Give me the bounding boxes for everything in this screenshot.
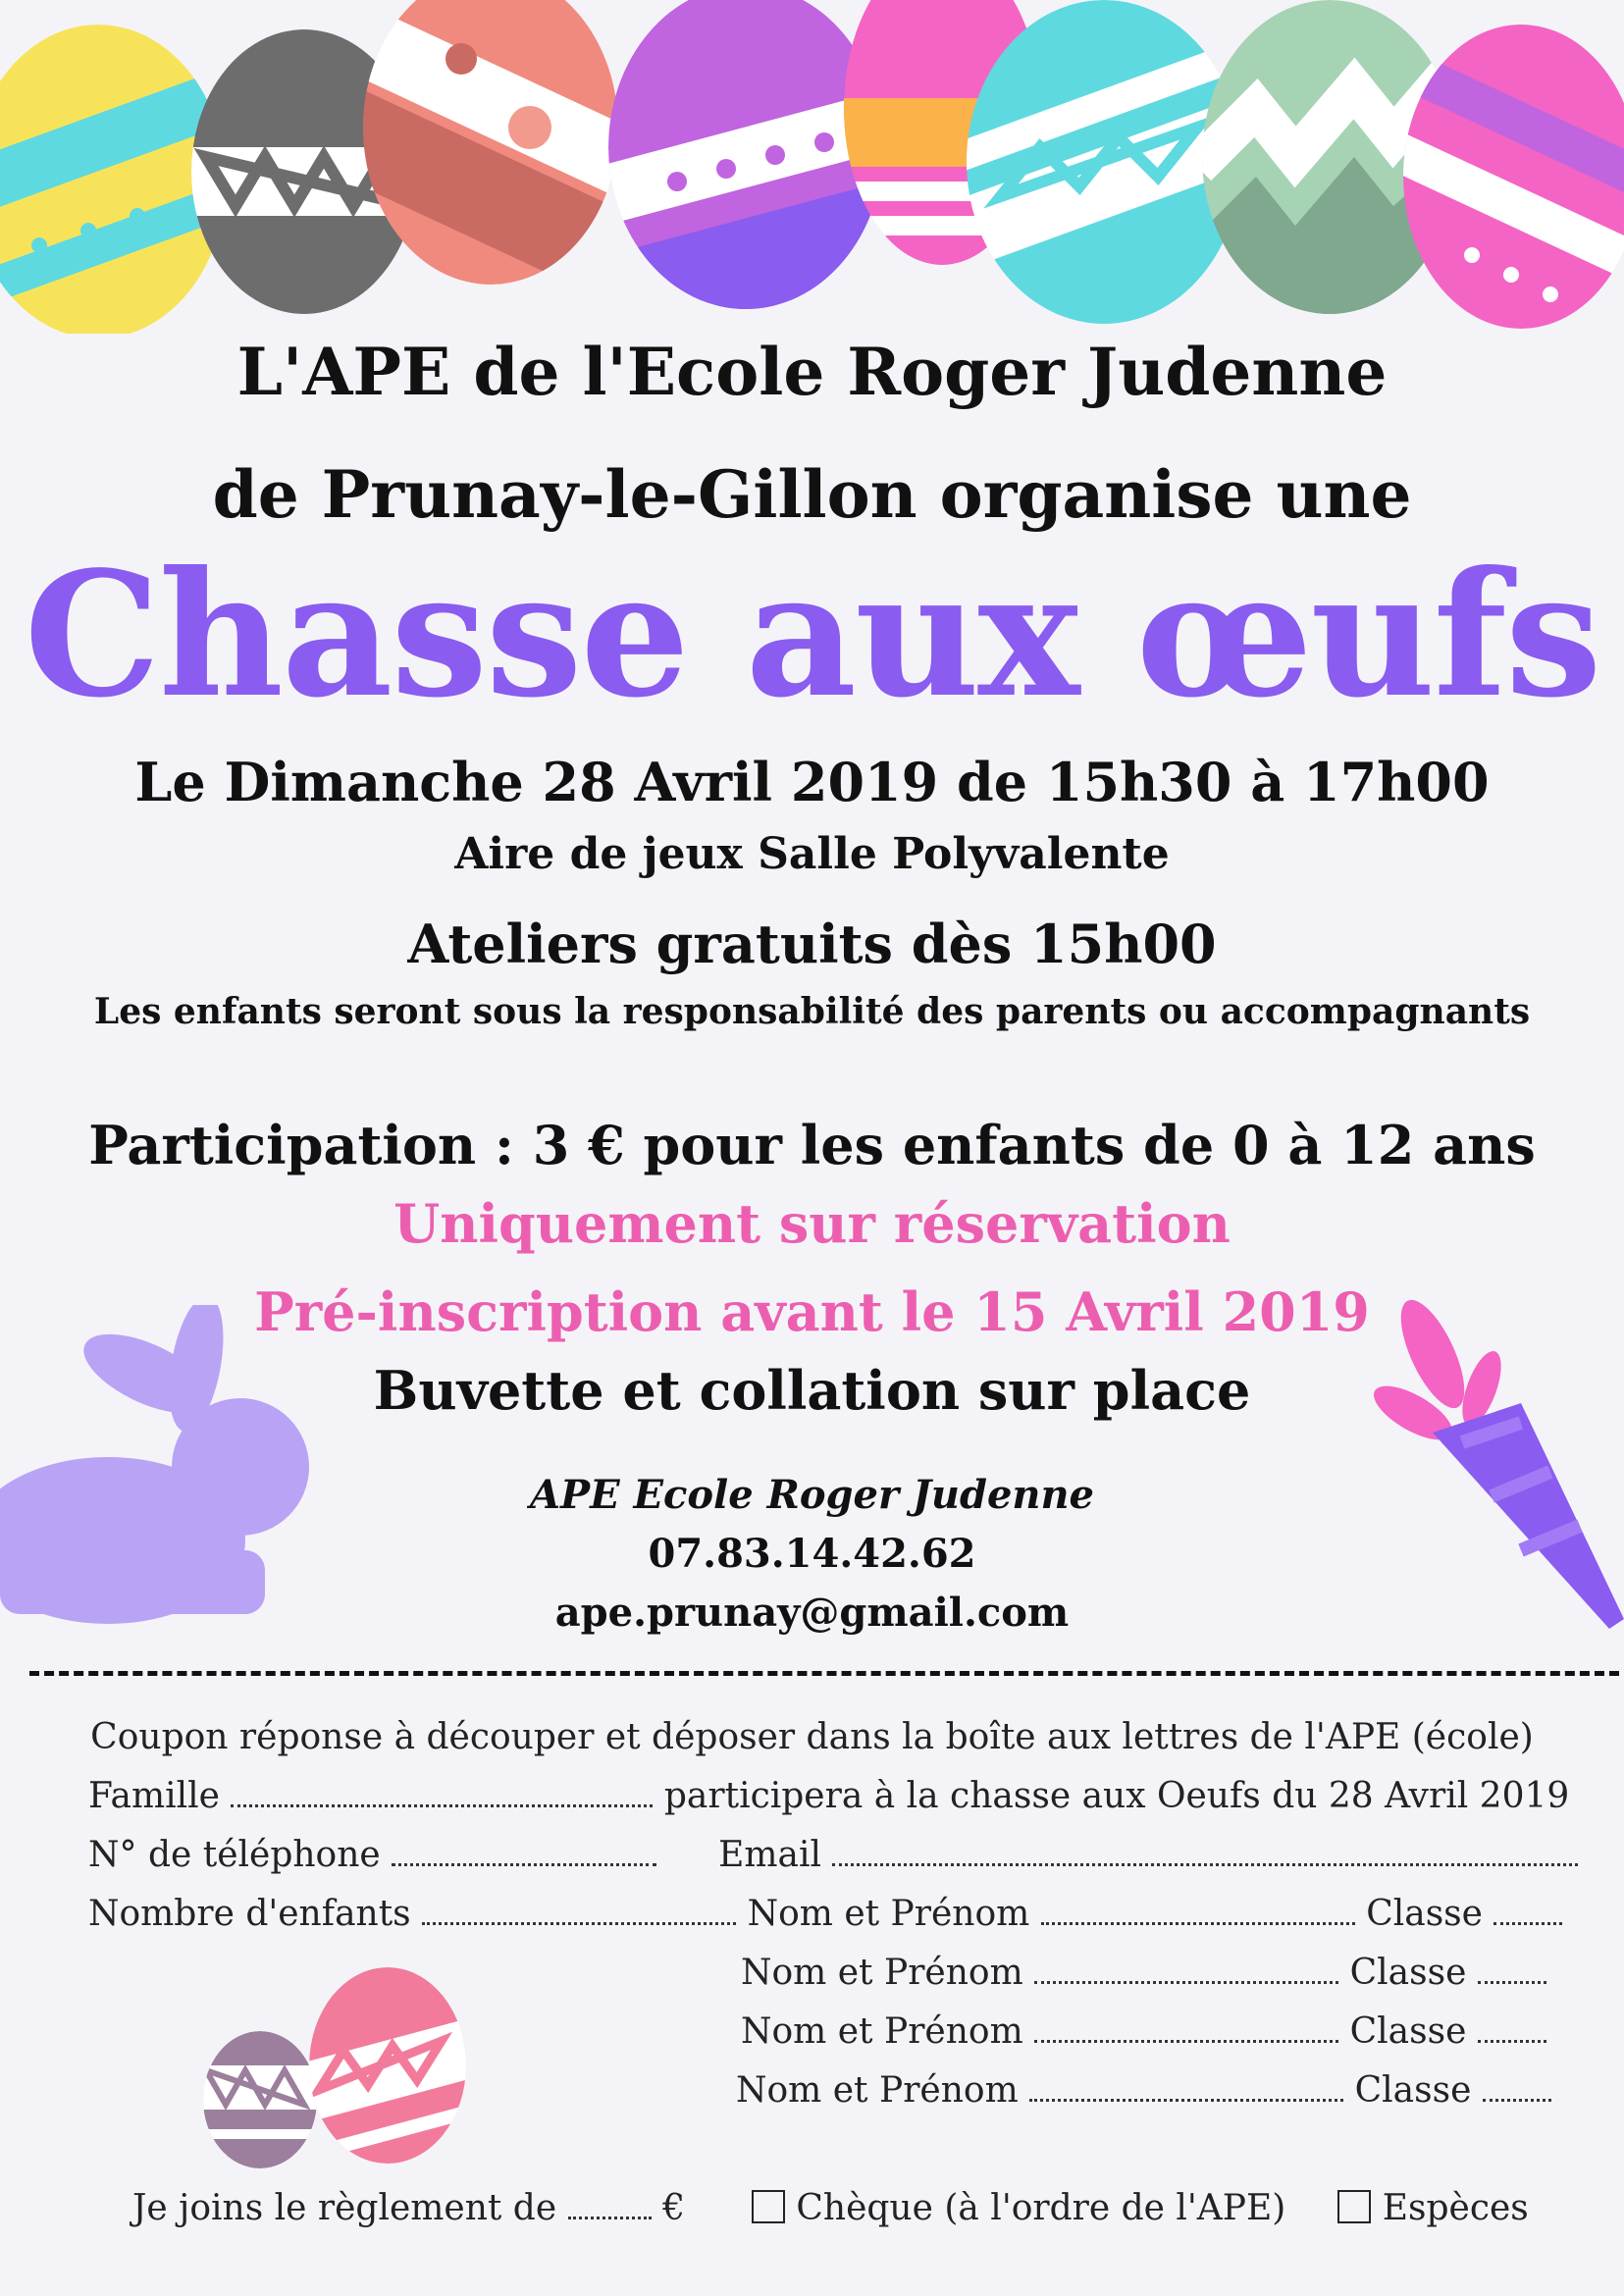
classe-field[interactable] xyxy=(1493,1895,1562,1925)
classe-label: Classe xyxy=(1366,1894,1483,1934)
organizer-line-1: L'APE de l'Ecole Roger Judenne xyxy=(236,334,1388,410)
contact-name: APE Ecole Roger Judenne xyxy=(530,1472,1094,1518)
organizer-line-2: de Prunay-le-Gillon organise une xyxy=(212,456,1412,533)
nom-prenom-label: Nom et Prénom xyxy=(741,2011,1023,2052)
participera-text: participera à la chasse aux Oeufs du 28 Avril 2019 xyxy=(663,1776,1570,1816)
classe-label: Classe xyxy=(1349,2011,1467,2052)
event-date: Le Dimanche 28 Avril 2019 de 15h30 à 17h00 xyxy=(134,751,1490,813)
classe-field[interactable] xyxy=(1478,2012,1546,2043)
famille-label: Famille xyxy=(88,1776,220,1816)
event-place: Aire de jeux Salle Polyvalente xyxy=(454,829,1170,879)
child-row xyxy=(736,2070,1551,2111)
nb-enfants-row xyxy=(88,1894,1562,1934)
preinscription-deadline: Pré-inscription avant le 15 Avril 2019 xyxy=(254,1280,1370,1343)
cut-line-divider xyxy=(29,1671,1619,1676)
contact-phone: 07.83.14.42.62 xyxy=(648,1531,976,1577)
phone-field[interactable] xyxy=(392,1836,656,1866)
reservation-notice: Uniquement sur réservation xyxy=(393,1192,1231,1255)
participation-price: Participation : 3 € pour les enfants de 0 à 12 ans xyxy=(88,1114,1536,1176)
coupon-intro: Coupon réponse à découper et déposer dans la boîte aux lettres de l'APE (école) xyxy=(90,1717,1534,1757)
cheque-label: Chèque (à l'ordre de l'APE) xyxy=(796,2188,1286,2228)
easter-eggs-banner-icon xyxy=(0,0,1624,334)
email-label: Email xyxy=(718,1835,821,1875)
nom-prenom-label: Nom et Prénom xyxy=(736,2070,1019,2111)
nom-prenom-field[interactable] xyxy=(1034,2012,1338,2043)
famille-row xyxy=(88,1776,1569,1816)
classe-field[interactable] xyxy=(1478,1954,1546,1984)
euro-sign: € xyxy=(662,2188,685,2228)
page-title: Chasse aux œufs xyxy=(24,535,1600,736)
phone-label: N° de téléphone xyxy=(88,1835,381,1875)
child-row xyxy=(741,2011,1546,2052)
especes-checkbox[interactable] xyxy=(1337,2190,1371,2223)
bunny-icon xyxy=(0,1305,324,1629)
small-eggs-icon xyxy=(196,1962,481,2178)
nom-prenom-field[interactable] xyxy=(1034,1954,1338,1984)
reglement-label: Je joins le règlement de xyxy=(132,2188,557,2228)
montant-field[interactable] xyxy=(568,2189,652,2219)
email-field[interactable] xyxy=(832,1836,1578,1866)
famille-field[interactable] xyxy=(231,1777,653,1807)
classe-field[interactable] xyxy=(1483,2071,1551,2102)
responsibility-note: Les enfants seront sous la responsabilité des parents ou accompagnants xyxy=(93,991,1531,1032)
nom-prenom-label: Nom et Prénom xyxy=(741,1953,1023,1993)
nom-prenom-field[interactable] xyxy=(1029,2071,1343,2102)
especes-label: Espèces xyxy=(1382,2188,1529,2228)
phone-email-row xyxy=(88,1835,1578,1875)
nb-enfants-label: Nombre d'enfants xyxy=(88,1894,411,1934)
classe-label: Classe xyxy=(1349,1953,1467,1993)
buvette-notice: Buvette et collation sur place xyxy=(373,1359,1251,1422)
reglement-row xyxy=(132,2188,1529,2228)
nom-prenom-label: Nom et Prénom xyxy=(747,1894,1030,1934)
child-row xyxy=(741,1953,1546,1993)
classe-label: Classe xyxy=(1354,2070,1472,2111)
contact-email[interactable]: ape.prunay@gmail.com xyxy=(554,1590,1070,1636)
cheque-checkbox[interactable] xyxy=(752,2190,785,2223)
carrot-icon xyxy=(1374,1295,1624,1639)
nb-enfants-field[interactable] xyxy=(422,1895,736,1925)
event-ateliers: Ateliers gratuits dès 15h00 xyxy=(407,913,1217,975)
nom-prenom-field[interactable] xyxy=(1041,1895,1355,1925)
